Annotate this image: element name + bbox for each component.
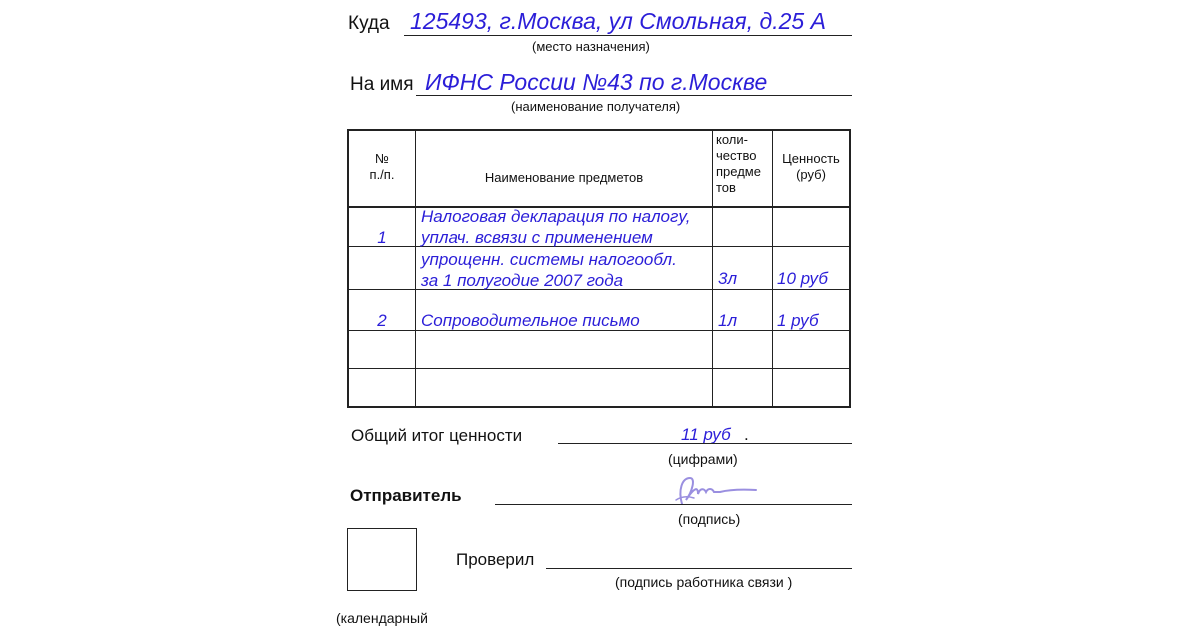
row2-quantity: 1л (718, 311, 738, 330)
total-underline (558, 443, 852, 444)
row1-number: 1 (377, 228, 387, 247)
recipient-value: ИФНС России №43 по г.Москве (425, 69, 768, 95)
row2-number: 2 (377, 311, 387, 330)
row1-name-line: Налоговая декларация по налогу, (421, 207, 691, 226)
header-number-line: № (375, 151, 389, 166)
destination-label: Куда (348, 13, 390, 34)
postmark-box (347, 528, 417, 591)
destination-caption: (место назначения) (532, 39, 650, 54)
total-label: Общий итог ценности (351, 426, 523, 445)
table-col-line (712, 129, 713, 408)
row1-name (421, 206, 690, 291)
sender-label: Отправитель (350, 486, 462, 505)
row1-quantity: 3л (718, 269, 738, 288)
row2-value: 1 руб (777, 311, 819, 330)
sender-caption: (подпись) (678, 511, 741, 527)
recipient-underline (416, 95, 852, 96)
header-quantity (716, 132, 761, 196)
row2-name: Сопроводительное письмо (421, 311, 640, 330)
checked-label: Проверил (456, 550, 535, 569)
header-value (773, 151, 849, 183)
header-quantity-line: коли- (716, 132, 748, 147)
items-table (347, 129, 851, 408)
header-quantity-line: тов (716, 180, 736, 195)
total-caption: (цифрами) (668, 451, 738, 467)
total-dot: . (744, 425, 749, 444)
table-border-bottom (347, 406, 851, 408)
checked-caption: (подпись работника связи ) (615, 574, 793, 590)
checked-underline (546, 568, 852, 569)
header-value-line: (руб) (796, 167, 826, 182)
row1-name-line: за 1 полугодие 2007 года (421, 271, 624, 290)
table-row-line (347, 368, 851, 369)
recipient-caption: (наименование получателя) (511, 99, 681, 114)
postmark-caption: (календарный (336, 610, 428, 626)
header-quantity-line: чество (716, 148, 757, 163)
header-number-line: п./п. (369, 167, 395, 182)
header-value-line: Ценность (782, 151, 840, 166)
row1-name-line: упрощенн. системы налогообл. (421, 250, 677, 269)
header-item-name: Наименование предметов (484, 170, 644, 185)
destination-underline (404, 35, 852, 36)
table-border-right (849, 129, 851, 408)
row1-value: 10 руб (777, 269, 828, 288)
table-border-top (347, 129, 851, 131)
destination-value: 125493, г.Москва, ул Смольная, д.25 А (410, 8, 826, 34)
row1-name-line: уплач. всвязи с применением (421, 228, 653, 247)
recipient-label: На имя (350, 74, 414, 95)
sender-underline (495, 504, 852, 505)
header-number (349, 151, 415, 183)
header-quantity-line: предме (716, 164, 761, 179)
total-value: 11 руб (681, 425, 731, 444)
